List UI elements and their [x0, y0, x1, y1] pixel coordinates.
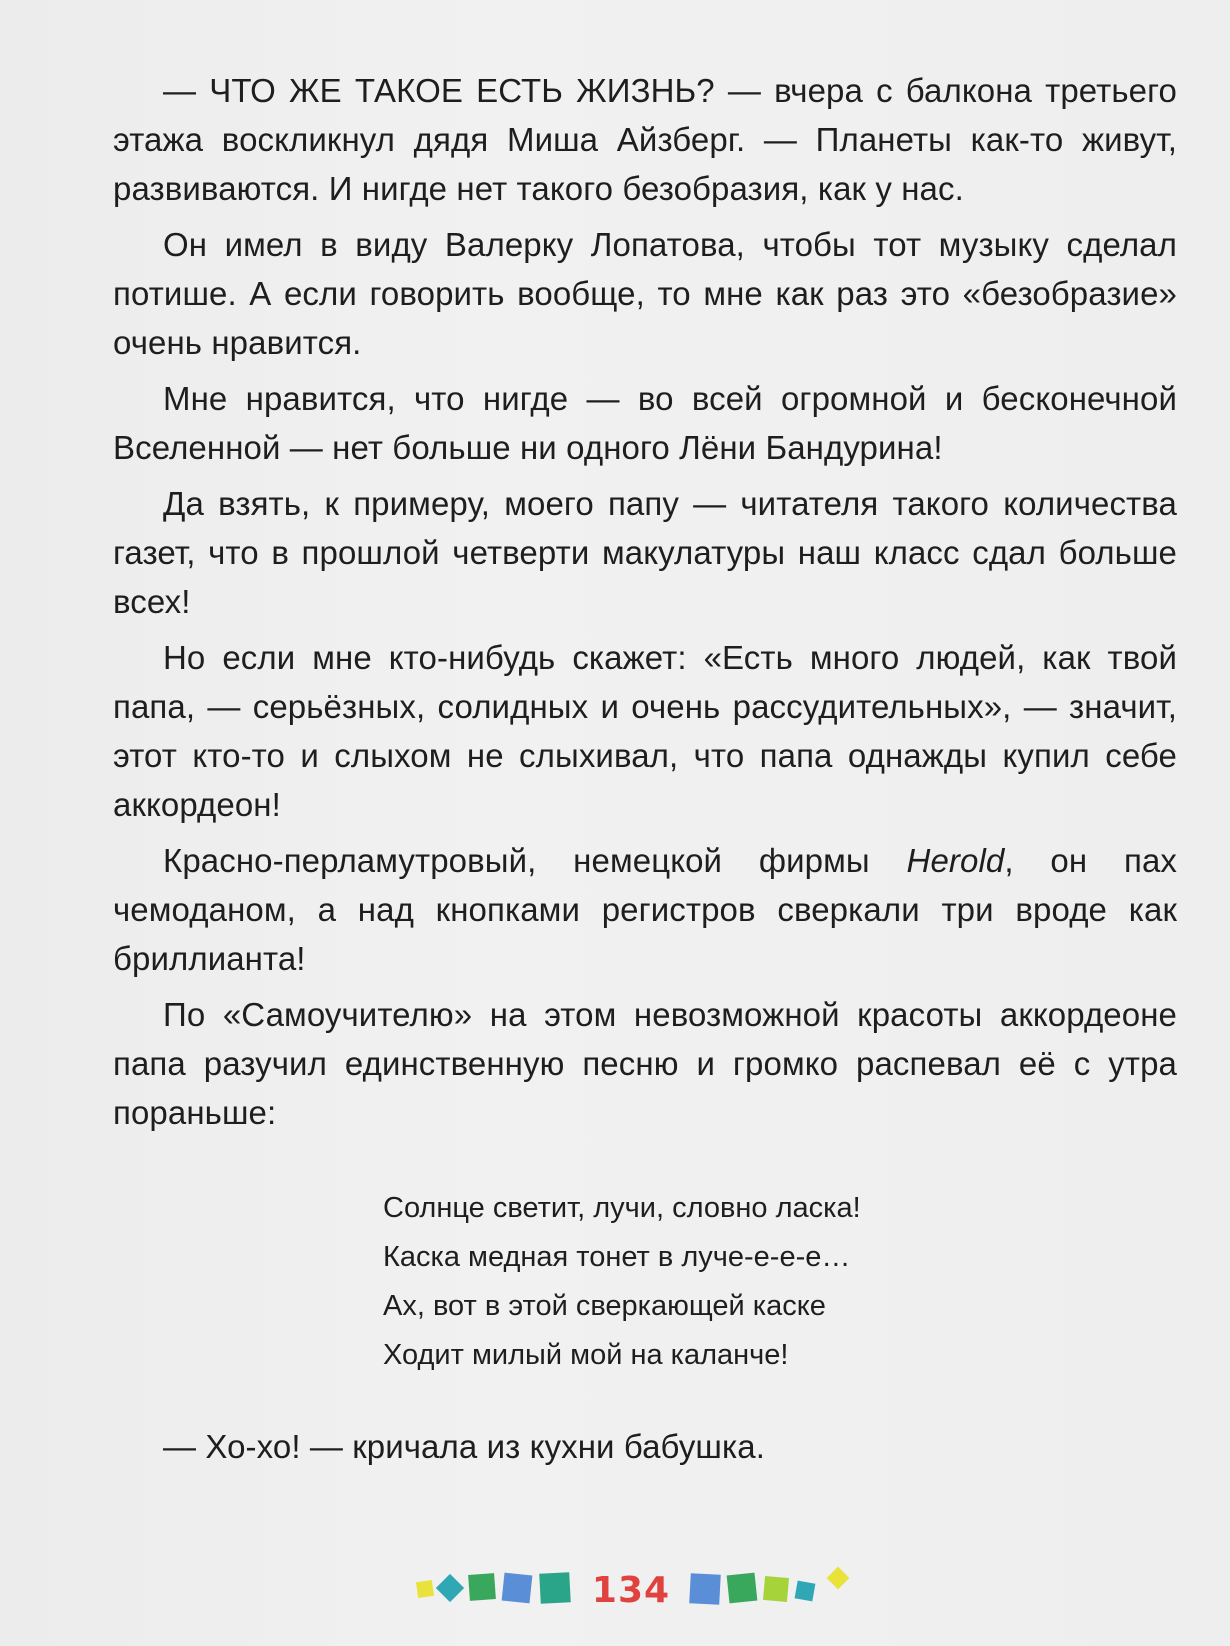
decor-square — [539, 1572, 571, 1604]
paragraph-1: — ЧТО ЖЕ ТАКОЕ ЕСТЬ ЖИЗНЬ? — вчера с балкона третьего этажа воскликнул дядя Миша Айзберг. — Планеты как-то живут, развиваются. И нигде нет такого безобразия, как у нас. — [113, 72, 1177, 207]
decor-square — [416, 1580, 434, 1598]
right-decor-squares — [689, 1567, 849, 1605]
page-number: 134 — [591, 1570, 671, 1611]
paragraph-6-start: Красно-перламутровый, немецкой фирмы — [163, 842, 907, 879]
verse-line-3: Ах, вот в этой сверкающей каске — [383, 1290, 826, 1322]
paragraph-5: Но если мне кто-нибудь скажет: «Есть много людей, как твой папа, — серьёзных, солидных и очень рассудительных», — значит, этот кто-то и слыхом не слыхивал, что папа однажды купил себе аккордеон! — [113, 639, 1177, 823]
paragraph-3: Мне нравится, что нигде — во всей огромной и бесконечной Вселенной — нет больше ни одного Лёни Бандурина! — [113, 380, 1177, 466]
decor-square — [727, 1573, 758, 1604]
decor-square — [795, 1581, 816, 1602]
decor-square — [436, 1574, 464, 1602]
verse-line-2: Каска медная тонет в луче-е-е-е… — [383, 1241, 851, 1273]
decor-square — [763, 1576, 789, 1602]
decor-square — [502, 1573, 533, 1604]
paragraph-6-end: , он пах чемоданом, а над кнопками регистров сверкали три вроде как бриллианта! — [113, 842, 1177, 977]
left-decor-squares — [416, 1572, 571, 1604]
closing-line: — Хо-хо! — кричала из кухни бабушка. — [163, 1428, 765, 1465]
decor-square — [689, 1573, 721, 1605]
text-column — [113, 66, 1177, 1478]
paragraph-6 — [113, 836, 1177, 983]
song-verse — [383, 1184, 1177, 1380]
verse-line-4: Ходит милый мой на каланче! — [383, 1339, 789, 1371]
paragraph-4: Да взять, к примеру, моего папу — читателя такого количества газет, что в прошлой четверти макулатуры наш класс сдал больше всех! — [113, 485, 1177, 620]
paragraph-2: Он имел в виду Валерку Лопатова, чтобы тот музыку сделал потише. А если говорить вообще, то мне как раз это «безобразие» очень нравится. — [113, 226, 1177, 361]
brand-name: Herold — [906, 842, 1005, 879]
page-footer — [0, 1565, 1230, 1625]
verse-line-1: Солнце светит, лучи, словно ласка! — [383, 1192, 861, 1224]
decor-square — [468, 1573, 496, 1601]
decor-square — [827, 1567, 850, 1590]
paragraph-7: По «Самоучителю» на этом невозможной красоты аккордеоне папа разучил единственную песню и громко распевал её с утра пораньше: — [113, 996, 1177, 1131]
